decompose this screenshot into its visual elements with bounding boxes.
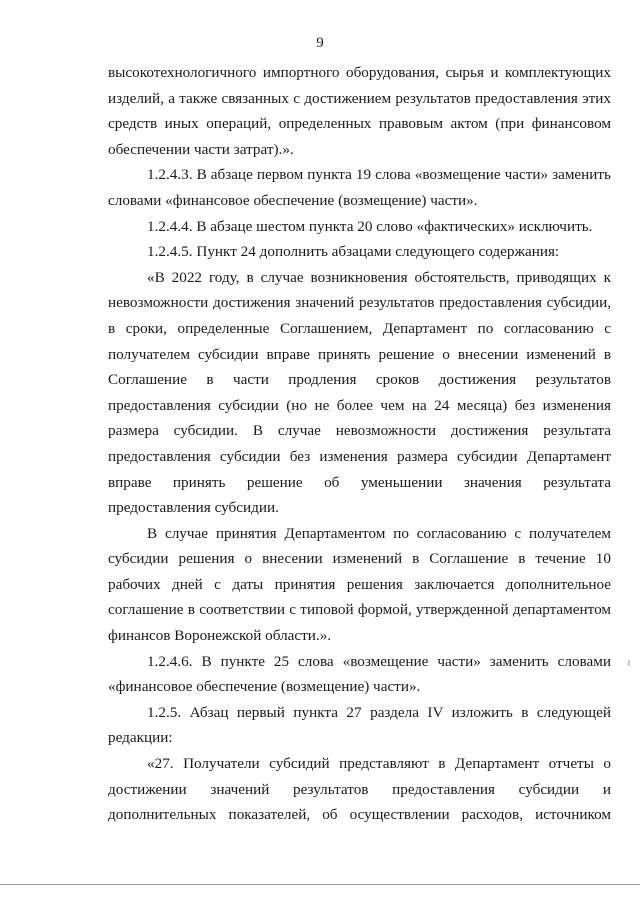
paragraph-quote-2022: «В 2022 году, в случае возникновения обстоятельств, приводящих к невозможности достижения значений результатов предоставления субсидии, в сроки, определенные Соглашением, Департамент по согласованию с получателем субсидии вправе принять решение о внесении изменений в Соглашение в части продления сроков достижения результатов предоставления субсидии (но не более чем на 24 месяца) без изменения размера субсидии. В случае невозможности достижения результата предоставления субсидии без изменения размера субсидии Департамент вправе принять решение об уменьшении значения результата предоставления субсидии. bbox=[108, 268, 611, 517]
paragraph-quote-27: «27. Получатели субсидий представляют в Департамент отчеты о достижении значений результатов предоставления субсидии и дополнительных показателей, об осуществлении расходов, источником bbox=[108, 755, 611, 824]
paragraph-1-2-4-3: 1.2.4.3. В абзаце первом пункта 19 слова «возмещение части» заменить словами «финансовое обеспечение (возмещение) части». bbox=[108, 166, 611, 209]
scan-edge-line bbox=[0, 884, 640, 885]
paragraph-1-2-4-6: 1.2.4.6. В пункте 25 слова «возмещение части» заменить словами «финансовое обеспечение (возмещение) части». bbox=[108, 652, 611, 696]
paragraph-1-2-4-4: 1.2.4.4. В абзаце шестом пункта 20 слово «фактических» исключить. bbox=[147, 217, 593, 235]
paragraph-1-2-5: 1.2.5. Абзац первый пункта 27 раздела IV изложить в следующей редакции: bbox=[108, 703, 611, 747]
paragraph-1-2-4-5: 1.2.4.5. Пункт 24 дополнить абзацами следующего содержания: bbox=[147, 243, 560, 261]
scan-artifact bbox=[628, 660, 630, 666]
page-number: 9 bbox=[316, 35, 324, 51]
document-body bbox=[108, 60, 611, 828]
paragraph-continuation: высокотехнологичного импортного оборудования, сырья и комплектующих изделий, а также связанных с достижением результатов предоставления этих средств иных операций, определенных правовым актом (при финансовом обеспечении части затрат).». bbox=[108, 64, 611, 158]
paragraph-agreement-change: В случае принятия Департаментом по согласованию с получателем субсидии решения о внесении изменений в Соглашение в течение 10 рабочих дней с даты принятия решения заключается дополнительное соглашение в соответствии с типовой формой, утвержденной департаментом финансов Воронежской области.». bbox=[108, 524, 611, 645]
